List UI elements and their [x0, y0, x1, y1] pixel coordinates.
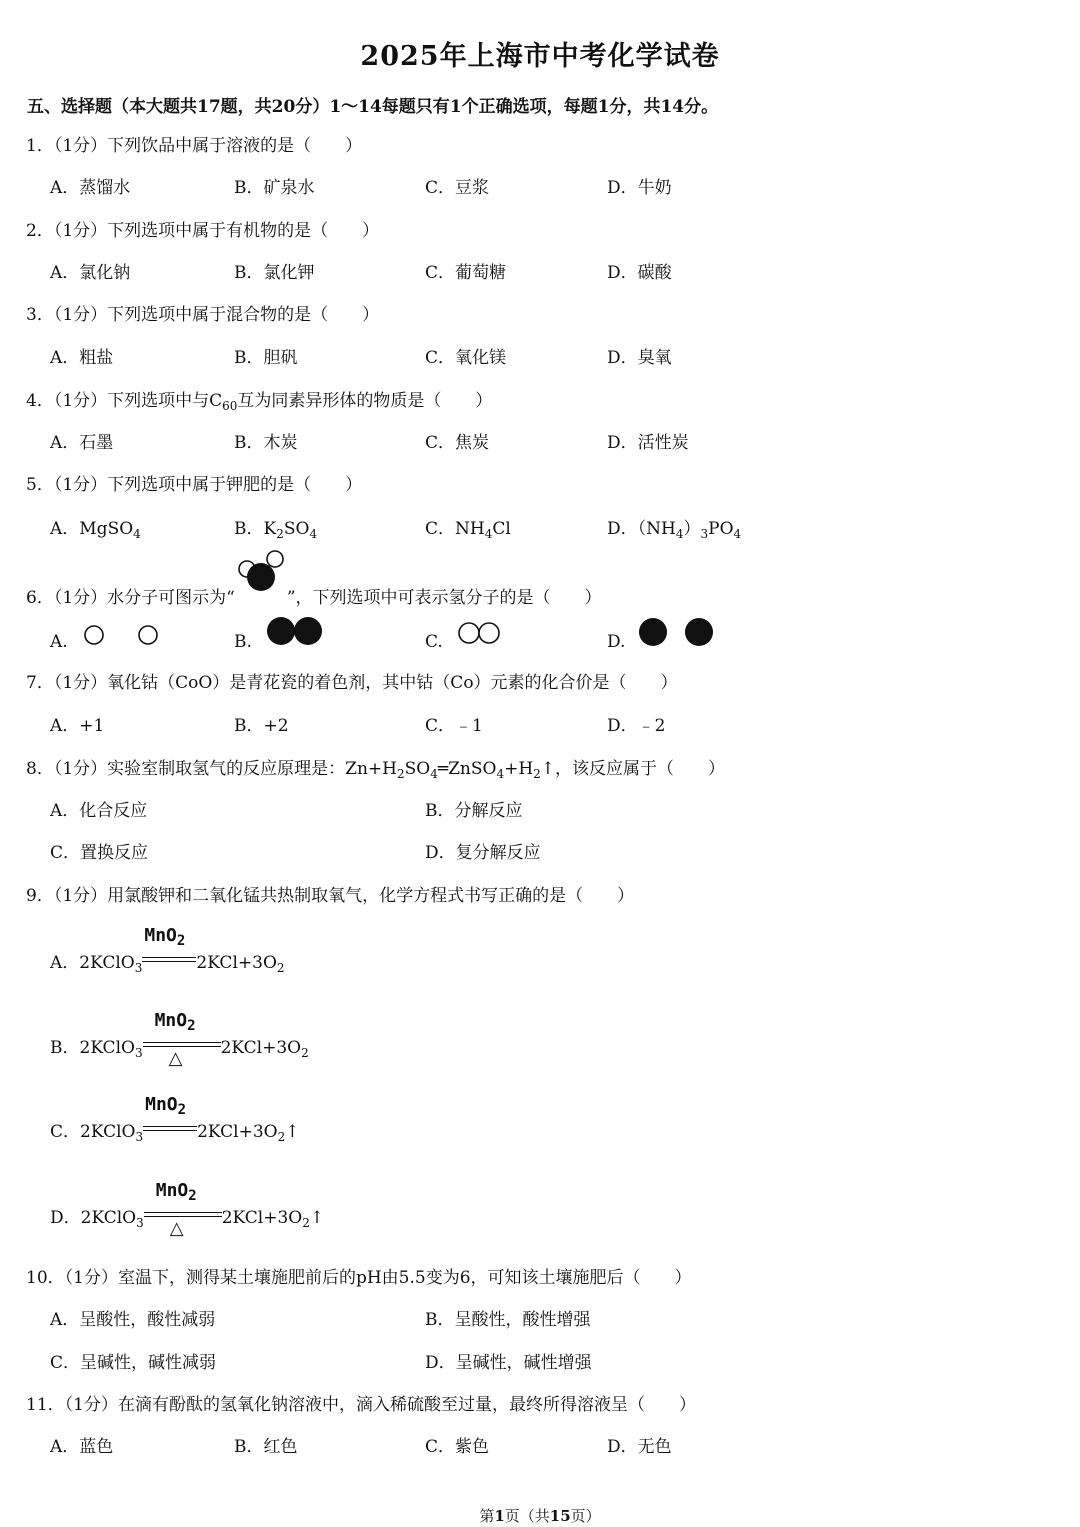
catalyst-text: MnO [155, 1180, 189, 1201]
q9-rhs-sub: 2 [277, 1130, 286, 1144]
q6-option-a [50, 630, 68, 654]
hydrogen-molecule-icon [455, 620, 507, 646]
catalyst-text: MnO [145, 1094, 178, 1115]
two-separate-dark-atoms-icon [637, 616, 719, 648]
q9-rhs: 2KCl+3O [221, 1208, 303, 1228]
q7-option-a: A．+1 [50, 716, 105, 736]
q4-stem-text-end: 互为同素异形体的物质是（ ） [237, 391, 493, 411]
q5-d-sub: 3 [700, 527, 709, 541]
q8-stem-text: +H [504, 759, 534, 779]
q6-stem-text-end: ”，下列选项中可表示氢分子的是（ ） [286, 588, 602, 608]
q1-option-d: D．牛奶 [607, 178, 672, 198]
question-2-stem: 2．（1分）下列选项中属于有机物的是（ ） [26, 221, 380, 241]
q7-option-c: C．﹣1 [425, 716, 483, 736]
q2-option-b: B．氯化钾 [234, 263, 315, 283]
q4-stem-text: 4．（1分）下列选项中与C [26, 391, 223, 411]
q8-option-c: C．置换反应 [50, 843, 149, 863]
q5-option-b [234, 517, 317, 546]
q4-option-b: B．木炭 [234, 433, 298, 453]
q5-d-text-end: PO [708, 519, 734, 539]
q9-rhs-sub: 2 [302, 1216, 310, 1230]
gas-arrow: ↑ [309, 1208, 325, 1228]
q5-c-sub: 4 [484, 527, 493, 541]
q9-option-b [50, 1010, 309, 1069]
q5-a-sub: 4 [133, 527, 141, 541]
q8-sub: 2 [533, 767, 541, 781]
q6-a-label: A. [50, 632, 68, 652]
footer-text: 页（共 [504, 1507, 550, 1525]
catalyst-text: MnO [154, 1010, 188, 1031]
q6-option-c [425, 630, 443, 654]
q5-b-text-mid: SO [283, 519, 310, 539]
question-10-stem: 10．（1分）室温下，测得某土壤施肥前后的pH由5.5变为6，可知该土壤施肥后（ ） [26, 1268, 692, 1288]
question-11-stem: 11．（1分）在滴有酚酞的氢氧化钠溶液中，滴入稀硫酸至过量，最终所得溶液呈（ ） [26, 1395, 696, 1415]
q5-option-d [607, 517, 741, 546]
question-9-stem: 9．（1分）用氯酸钾和二氧化锰共热制取氧气，化学方程式书写正确的是（ ） [26, 886, 635, 906]
question-1-stem: 1．（1分）下列饮品中属于溶液的是（ ） [26, 136, 363, 156]
q2-option-a: A．氯化钠 [50, 263, 131, 283]
q1-option-c: C．豆浆 [425, 178, 490, 198]
q9-lhs: 2KClO [80, 1208, 137, 1228]
total-pages: 15 [549, 1507, 571, 1525]
q3-option-a: A．粗盐 [50, 348, 114, 368]
q3-option-c: C．氧化镁 [425, 348, 507, 368]
page-number: 1 [494, 1507, 505, 1525]
page-title: 2025年上海市中考化学试卷 [360, 41, 720, 72]
q6-d-label: D. [607, 632, 626, 652]
water-molecule-icon [235, 579, 287, 603]
catalyst-label [144, 924, 185, 953]
question-3-stem: 3．（1分）下列选项中属于混合物的是（ ） [26, 305, 380, 325]
catalyst-sub: 2 [176, 933, 186, 949]
question-7-stem: 7．（1分）氧化钴（CoO）是青花瓷的着色剂，其中钴（Co）元素的化合价是（ ） [26, 673, 678, 693]
q4-option-d: D．活性炭 [607, 433, 689, 453]
q11-option-c: C．紫色 [425, 1437, 490, 1457]
q9-option-a [50, 925, 285, 980]
q6-b-label: B. [234, 632, 252, 652]
q10-option-d: D．呈碱性，碱性增强 [425, 1353, 592, 1373]
catalyst-label [155, 1009, 196, 1038]
q5-b-sub: 2 [276, 527, 284, 541]
footer-text: 页） [570, 1507, 601, 1525]
q8-option-d: D．复分解反应 [425, 843, 541, 863]
heat-symbol: △ [169, 1218, 184, 1239]
q9-lhs: 2KClO [80, 1122, 136, 1142]
catalyst-text: MnO [144, 925, 177, 946]
q11-option-a: A．蓝色 [50, 1437, 114, 1457]
footer-text: 第 [479, 1507, 495, 1525]
q1-option-a: A．蒸馏水 [50, 178, 131, 198]
q4-option-c: C．焦炭 [425, 433, 490, 453]
q8-sub: 4 [496, 767, 505, 781]
q2-option-d: D．碳酸 [607, 263, 672, 283]
q5-c-text-end: Cl [492, 519, 511, 539]
q4-option-a: A．石墨 [50, 433, 114, 453]
q9-option-d [50, 1180, 325, 1239]
q3-option-d: D．臭氧 [607, 348, 672, 368]
q5-d-text-mid: ） [683, 519, 701, 539]
q10-option-c: C．呈碱性，碱性减弱 [50, 1353, 217, 1373]
q8-sub: 2 [396, 767, 405, 781]
q5-option-c [425, 517, 511, 546]
question-8-stem [26, 757, 725, 786]
page-footer [0, 1505, 1080, 1526]
q4-subscript: 60 [222, 399, 238, 413]
q7-option-d: D．﹣2 [607, 716, 666, 736]
q5-d-text: D．（NH [607, 519, 676, 539]
q5-a-text: A．MgSO [50, 519, 134, 539]
q11-option-b: B．红色 [234, 1437, 298, 1457]
q2-option-c: C．葡萄糖 [425, 263, 507, 283]
q9-rhs: 2KCl+3O [196, 953, 277, 973]
q9-lhs-sub: 3 [134, 961, 143, 975]
q9-d-label: D． [50, 1208, 81, 1228]
q8-stem-text: SO [404, 759, 431, 779]
q9-lhs-sub: 3 [134, 1046, 143, 1060]
two-separate-hydrogen-atoms-icon [80, 622, 170, 648]
catalyst-label [145, 1093, 186, 1122]
q6-c-label: C. [425, 632, 443, 652]
q1-option-b: B．矿泉水 [234, 178, 315, 198]
gas-arrow: ↑ [285, 1122, 300, 1142]
two-bonded-dark-atoms-icon [264, 614, 328, 648]
q9-rhs-sub: 2 [276, 961, 285, 975]
q8-option-b: B．分解反应 [425, 801, 523, 821]
question-6-stem [26, 579, 602, 610]
question-4-stem [26, 389, 492, 418]
q9-rhs: 2KCl+3O [220, 1038, 302, 1058]
q5-b-sub: 4 [309, 527, 318, 541]
q8-stem-text-end: ↑，该反应属于（ ） [540, 759, 726, 779]
q11-option-d: D．无色 [607, 1437, 672, 1457]
q8-sub: 4 [430, 767, 438, 781]
q5-d-sub: 4 [733, 527, 742, 541]
q8-option-a: A．化合反应 [50, 801, 148, 821]
heat-symbol: △ [168, 1048, 183, 1069]
q6-option-b [234, 630, 252, 654]
q6-stem-text: 6．（1分）水分子可图示为“ [26, 588, 235, 608]
q9-b-label: B． [50, 1038, 80, 1058]
q9-a-label: A． [50, 953, 80, 973]
q5-d-sub: 4 [675, 527, 684, 541]
q9-lhs-sub: 3 [135, 1130, 144, 1144]
q9-rhs-sub: 2 [301, 1046, 309, 1060]
catalyst-label [156, 1179, 197, 1208]
question-5-stem: 5．（1分）下列选项中属于钾肥的是（ ） [26, 475, 363, 495]
catalyst-sub: 2 [177, 1102, 187, 1118]
q10-option-a: A．呈酸性，酸性减弱 [50, 1310, 216, 1330]
q9-lhs: 2KClO [79, 953, 135, 973]
q5-c-text: C．NH [425, 519, 485, 539]
section-heading: 五、选择题（本大题共17题，共20分）1～14每题只有1个正确选项，每题1分，共14分。 [27, 97, 719, 117]
catalyst-sub: 2 [187, 1018, 196, 1034]
catalyst-sub: 2 [188, 1188, 197, 1204]
q8-stem-text: ═ZnSO [437, 759, 497, 779]
q9-c-label: C． [50, 1122, 81, 1142]
q10-option-b: B．呈酸性，酸性增强 [425, 1310, 591, 1330]
q3-option-b: B．胆矾 [234, 348, 298, 368]
q9-lhs-sub: 3 [136, 1216, 144, 1230]
equation-arrow [144, 1180, 222, 1239]
q5-b-text: B．K [234, 519, 277, 539]
q7-option-b: B．+2 [234, 716, 289, 736]
q9-option-c [50, 1094, 300, 1149]
q9-rhs: 2KCl+3O [197, 1122, 278, 1142]
equation-arrow [142, 925, 196, 970]
q6-option-d [607, 630, 625, 654]
q5-option-a [50, 517, 141, 546]
equation-arrow [143, 1010, 221, 1069]
q8-stem-text: 8．（1分）实验室制取氢气的反应原理是：Zn+H [26, 759, 397, 779]
equation-arrow [143, 1094, 197, 1139]
q9-lhs: 2KClO [79, 1038, 135, 1058]
